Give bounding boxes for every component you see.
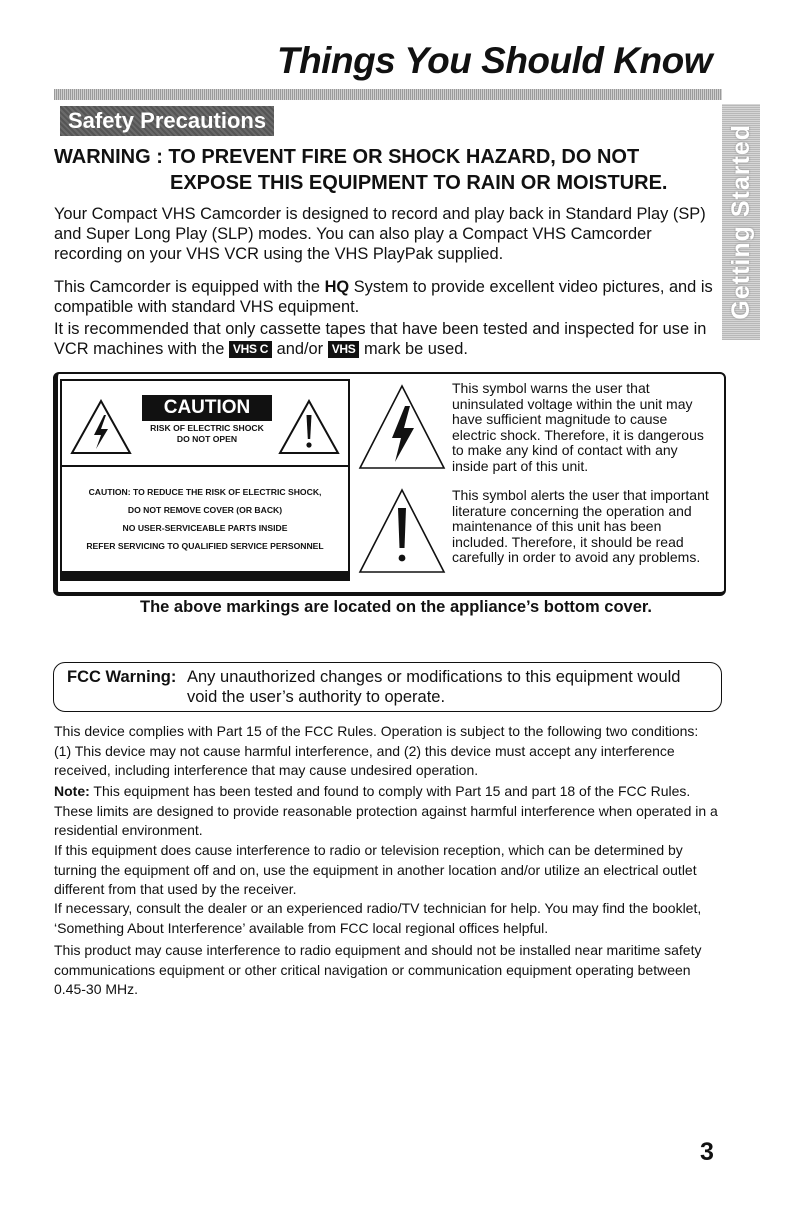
warning-line-1: WARNING : TO PREVENT FIRE OR SHOCK HAZARD, DO NOT — [54, 146, 640, 168]
risk-line-2: DO NOT OPEN — [176, 434, 238, 444]
risk-line-1: RISK OF ELECTRIC SHOCK — [150, 423, 264, 433]
warning-line-2: EXPOSE THIS EQUIPMENT TO RAIN OR MOISTURE. — [170, 172, 668, 194]
fire-shock-warning — [54, 144, 714, 196]
intro-p3-mid: and/or — [272, 340, 328, 358]
intro-paragraph-1: Your Compact VHS Camcorder is designed to record and play back in Standard Play (SP) and Super Long Play (SLP) modes. You can also play a Compact VHS Camcorder recording on your VHS VCR using the VHS PlayPak supplied. — [54, 205, 706, 263]
caution-rule-2: DO NOT REMOVE COVER (OR BACK) — [127, 505, 283, 515]
caution-rule-3: NO USER-SERVICEABLE PARTS INSIDE — [122, 523, 288, 533]
caution-label-bar — [62, 571, 348, 579]
intro-p3-end: mark be used. — [359, 340, 468, 358]
maritime-interference-paragraph: This product may cause interference to radio equipment and should not be installed near maritime safety communications equipment or other critical navigation or communication equipment operating between 0.45-30 MHz. — [54, 942, 702, 998]
intro-p2-text-end: System to provide excellent video pictures, and is compatible with standard VHS equipment. — [54, 278, 713, 316]
lightning-symbol-icon — [358, 384, 446, 470]
caution-instructions — [62, 483, 348, 555]
page-title: Things You Should Know — [276, 40, 712, 81]
chapter-side-tab — [722, 104, 760, 340]
intro-p2-text: This Camcorder is equipped with the — [54, 278, 325, 296]
vhs-logo-badge: VHS — [328, 341, 360, 358]
fcc-compliance-paragraph: This device complies with Part 15 of the FCC Rules. Operation is subject to the following two conditions: (1) This device may not cause harmful interference, and (2) this device must accept any interference received, including interference that may cause undesired operation. — [54, 723, 699, 779]
hq-label: HQ — [324, 278, 350, 296]
caution-rule-1: CAUTION: TO REDUCE THE RISK OF ELECTRIC SHOCK, — [88, 487, 322, 497]
note-label: Note: — [54, 783, 90, 799]
lightning-symbol-description: This symbol warns the user that uninsulated voltage within the unit may have sufficient magnitude to cause electric shock. Therefore, it is dangerous to make any kind of contact with any inside part of this unit. — [452, 380, 704, 474]
exclamation-symbol-description: This symbol alerts the user that important literature concerning the operation and maintenance of this unit has been included. Therefore, it should be read carefully in order to avoid any problems. — [452, 487, 709, 566]
vhs-c-logo-badge: VHS C — [229, 341, 272, 358]
page-number: 3 — [700, 1138, 714, 1166]
chapter-side-tab-label: Getting Started — [726, 124, 755, 320]
note-text: This equipment has been tested and found to comply with Part 15 and part 18 of the FCC Rules. These limits are designed to provide reasonable protection against harmful interference when operated in a residential environment. — [54, 783, 718, 839]
intro-paragraph-3 — [54, 319, 722, 359]
markings-location-note: The above markings are located on the appliance’s bottom cover. — [140, 598, 652, 616]
intro-p3-text: It is recommended that only cassette tapes that have been tested and inspected for use in VCR machines with the — [54, 320, 707, 358]
exclamation-warning-icon — [278, 399, 340, 455]
exclamation-symbol-icon — [358, 488, 446, 574]
caution-banner: CAUTION — [142, 395, 272, 421]
lightning-warning-icon — [70, 399, 132, 455]
risk-of-shock-text — [142, 423, 272, 445]
interference-paragraph: If this equipment does cause interference to radio or television reception, which can be determined by turning the equipment off and on, use the equipment in another location and/or utilize an electrical outlet different from that used by the receiver. — [54, 842, 697, 898]
caution-rule-4: REFER SERVICING TO QUALIFIED SERVICE PERSONNEL — [86, 541, 324, 551]
consult-dealer-paragraph: If necessary, consult the dealer or an experienced radio/TV technician for help. You may find the booklet, ‘Something About Interference’ available from FCC local regional offices helpful. — [54, 900, 702, 936]
fcc-note-paragraph — [54, 782, 718, 841]
title-rule — [54, 89, 722, 100]
section-heading: Safety Precautions — [60, 106, 274, 136]
caution-label — [60, 379, 350, 581]
intro-paragraph-2 — [54, 277, 722, 317]
caution-label-header — [62, 381, 348, 467]
fcc-warning-label: FCC Warning: — [67, 668, 177, 686]
fcc-warning-text: Any unauthorized changes or modifications to this equipment would void the user’s authority to operate. — [187, 668, 681, 706]
